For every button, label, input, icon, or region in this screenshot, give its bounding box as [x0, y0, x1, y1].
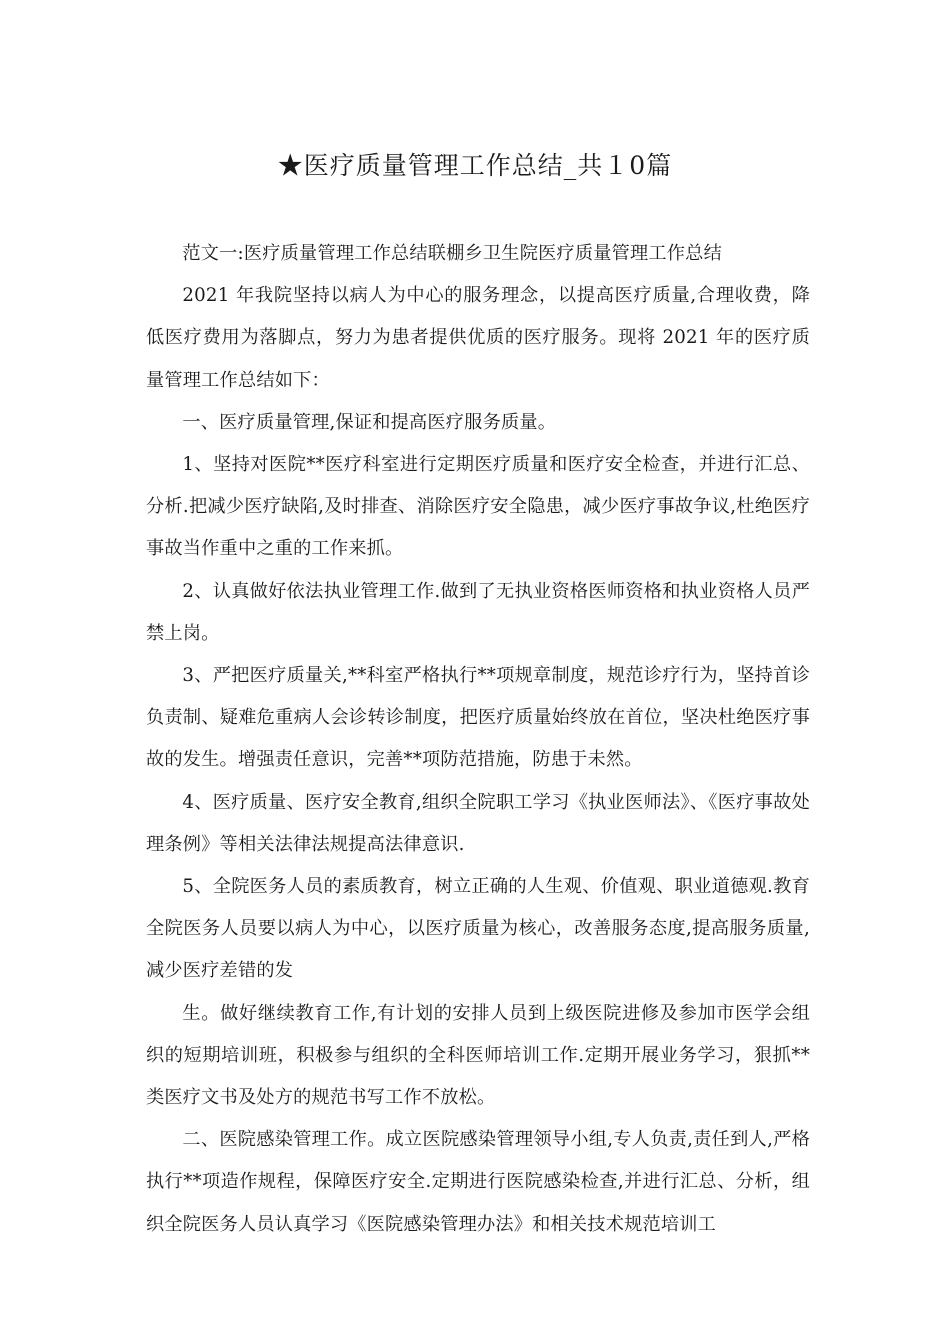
paragraph-5: 2、认真做好依法执业管理工作.做到了无执业资格医师资格和执业资格人员严禁上岗。	[146, 580, 810, 644]
paragraph-4: 1、坚持对医院**医疗科室进行定期医疗质量和医疗安全检查，并进行汇总、分析.把减少医疗缺陷,及时排查、消除医疗安全隐患，减少医疗事故争议,杜绝医疗事故当作重中之重的工作来抓。	[146, 454, 810, 560]
paragraph-8: 5、全院医务人员的素质教育，树立正确的人生观、价值观、职业道德观.教育全院医务人员要以病人为中心，以医疗质量为核心，改善服务态度,提高服务质量,减少医疗差错的发	[146, 876, 810, 982]
paragraph-7: 4、医疗质量、医疗安全教育,组织全院职工学习《执业医师法》、《医疗事故处理条例》等相关法律法规提高法律意识.	[146, 791, 810, 855]
paragraph-9: 生。做好继续教育工作,有计划的安排人员到上级医院进修及参加市医学会组织的短期培训班，积极参与组织的全科医师培训工作.定期开展业务学习，狠抓**类医疗文书及处方的规范书写工作不放松。	[146, 1002, 810, 1109]
paragraph-10: 二、医院感染管理工作。成立医院感染管理领导小组,专人负责,责任到人,严格执行**项造作规程，保障医疗安全.定期进行医院感染检查,并进行汇总、分析，组织全院医务人员认真学习《医院感染管理办法》和相关技术规范培训工	[146, 1129, 810, 1235]
document-title: ★医疗质量管理工作总结_共１0篇	[277, 151, 673, 180]
paragraph-2: 2021 年我院坚持以病人为中心的服务理念，以提高医疗质量,合理收费，降低医疗费用为落脚点，努力为患者提供优质的医疗服务。现将 2021 年的医疗质量管理工作总结如下：	[146, 285, 810, 391]
paragraph-6: 3、严把医疗质量关,**科室严格执行**项规章制度，规范诊疗行为，坚持首诊负责制、疑难危重病人会诊转诊制度，把医疗质量始终放在首位，坚决杜绝医疗事故的发生。增强责任意识，完善**项防范措施，防患于未然。	[146, 665, 810, 771]
document-body	[146, 233, 810, 1246]
paragraph-3: 一、医疗质量管理,保证和提高医疗服务质量。	[182, 411, 557, 433]
paragraph-1: 范文一:医疗质量管理工作总结联棚乡卫生院医疗质量管理工作总结	[182, 243, 722, 264]
